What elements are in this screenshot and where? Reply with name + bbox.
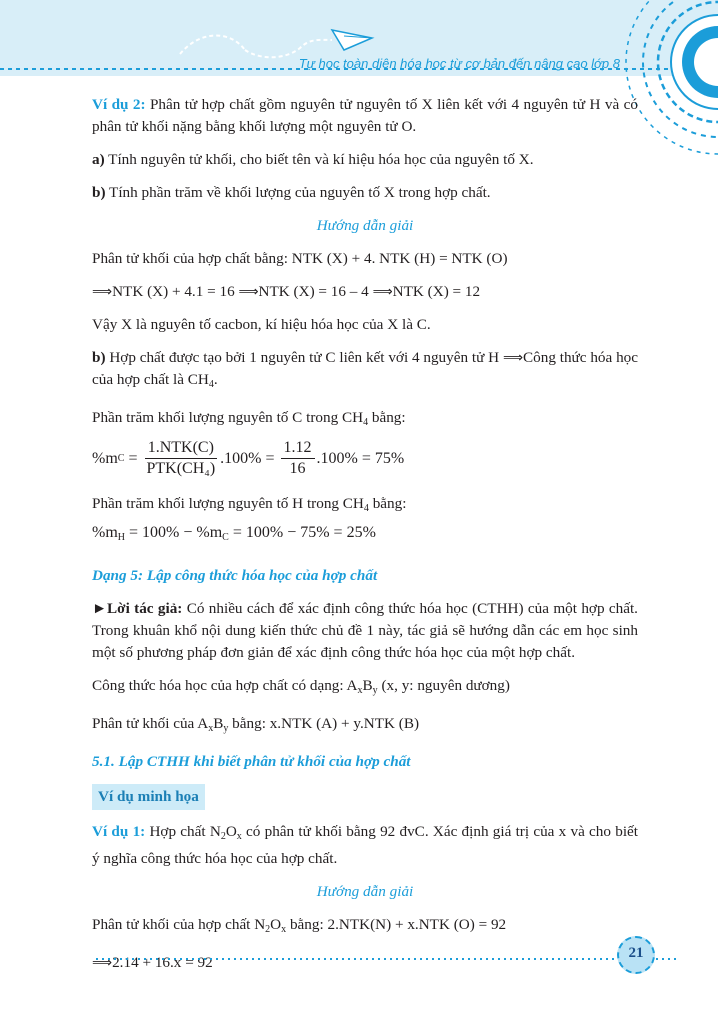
- question-a-text: Tính nguyên tử khối, cho biết tên và kí hiệu hóa học của nguyên tố X.: [104, 151, 534, 168]
- example-2-label: Ví dụ 2:: [92, 96, 146, 113]
- general-formula-x: x: [357, 685, 363, 696]
- guide-heading-1: Hướng dẫn giải: [316, 217, 414, 234]
- solution-line-2-b: NTK (X) = 16 – 4: [258, 283, 373, 300]
- part-b-text-2: Công thức hóa học của hợp chất là CH: [92, 349, 638, 388]
- formula-2-c: = 100% − 75% = 25%: [228, 524, 376, 541]
- example-1-s1: 2: [220, 831, 226, 842]
- solution-line-1: Phân tử khối của hợp chất bằng: NTK (X) + 4. NTK (H) = NTK (O): [92, 250, 508, 267]
- dang-5-heading: Dạng 5: Lập công thức hóa học của hợp chất: [92, 567, 378, 584]
- percent-h-intro-text: Phần trăm khối lượng nguyên tố H trong CH: [92, 495, 364, 512]
- header-title: Tự học toàn diện hóa học từ cơ bản đến nâng cao lớp 8: [298, 56, 620, 71]
- implies-arrow-icon: ⟹: [372, 284, 393, 300]
- solution-2-l1-c: bằng: 2.NTK(N) + x.NTK (O) = 92: [286, 916, 507, 933]
- solution-line-3: Vậy X là nguyên tố cacbon, kí hiệu hóa học của X là C.: [92, 316, 431, 333]
- question-b: [92, 182, 638, 204]
- illustration-badge: Ví dụ minh họa: [92, 784, 205, 810]
- formula-percent-h: [92, 522, 638, 549]
- fraction-1: [143, 438, 218, 479]
- page-number: 21: [628, 945, 644, 961]
- implies-arrow-icon: ⟹: [238, 284, 259, 300]
- percent-c-end: bằng:: [368, 409, 406, 426]
- solution-2-line-1: [92, 914, 638, 941]
- example-1-t1: Hợp chất N: [145, 823, 221, 840]
- author-note: [92, 598, 638, 664]
- example-1-t3: có phân tử khối bằng 92 đvC. Xác định giá trị của x và cho biết ý nghĩa công thức hóa học của hợp chất.: [92, 823, 639, 867]
- example-2-text: Phân tử hợp chất gồm nguyên tử nguyên tố X liên kết với 4 nguyên tử H và có phân tử khối nặng bằng khối lượng một nguyên tử O.: [92, 96, 638, 135]
- implies-arrow-icon: ⟹: [92, 284, 113, 300]
- question-b-text: Tính phần trăm về khối lượng của nguyên tố X trong hợp chất.: [105, 184, 491, 201]
- formula-1-lhs: %m: [92, 449, 118, 467]
- formula-2-a: %m: [92, 524, 118, 541]
- page-content: [92, 94, 638, 985]
- general-formula-end: (x, y: nguyên dương): [377, 677, 510, 694]
- general-formula: [92, 675, 638, 702]
- solution-line-2: [92, 281, 638, 303]
- formula-1-mid: .100% =: [220, 449, 279, 467]
- example-1-label: Ví dụ 1:: [92, 823, 146, 840]
- molar-mass-y: y: [223, 723, 229, 734]
- part-b-text-1: Hợp chất được tạo bởi 1 nguyên tử C liên kết với 4 nguyên tử H: [105, 349, 503, 366]
- author-note-label: ►Lời tác giả:: [92, 600, 183, 617]
- section-5-1-heading: 5.1. Lập CTHH khi biết phân tử khối của hợp chất: [92, 753, 411, 770]
- general-formula-a: Công thức hóa học của hợp chất có dạng: A: [92, 677, 358, 694]
- solution-2-l1-a: Phân tử khối của hợp chất N: [92, 916, 266, 933]
- formula-2-b: = 100% − %m: [125, 524, 223, 541]
- example-1-paragraph: [92, 821, 638, 870]
- fraction-2: [281, 438, 315, 479]
- solution-2-l1-s2: x: [281, 924, 287, 935]
- percent-c-intro-text: Phần trăm khối lượng nguyên tố C trong CH: [92, 409, 364, 426]
- part-b-end: .: [213, 371, 218, 388]
- percent-h-end: bằng:: [368, 495, 407, 512]
- formula-percent-c: [92, 438, 638, 479]
- molar-mass-x: x: [208, 723, 214, 734]
- solution-2-l1-b: O: [270, 916, 282, 933]
- paper-plane-icon: [332, 30, 372, 50]
- implies-arrow-icon: ⟹: [502, 350, 524, 366]
- question-a: [92, 149, 638, 171]
- footer-dotted-line: [96, 956, 676, 962]
- formula-1-end: .100% = 75%: [316, 449, 405, 467]
- question-b-label: b): [92, 184, 106, 201]
- fraction-2-denominator: 16: [289, 460, 306, 477]
- example-1-s2: x: [236, 831, 242, 842]
- solution-2-l2: 2.14 + 16.x = 92: [112, 954, 213, 971]
- part-b-label: b): [92, 349, 106, 366]
- formula-1-lhs-sub: C: [117, 452, 125, 464]
- formula-2-a-sub: H: [117, 532, 126, 543]
- molar-mass-a: Phân tử khối của A: [92, 715, 209, 732]
- fraction-1-numerator: 1.NTK(C): [145, 438, 217, 459]
- example-2-paragraph: [92, 94, 638, 138]
- example-1-t2: O: [225, 823, 237, 840]
- formula-1-eq: =: [124, 449, 142, 467]
- formula-2-b-sub: C: [222, 532, 229, 543]
- percent-h-intro: [92, 493, 638, 520]
- solution-2-l1-s1: 2: [265, 924, 271, 935]
- general-formula-y: y: [372, 685, 378, 696]
- fraction-1-denominator: PTK(CH₄): [146, 460, 216, 477]
- author-note-text: Có nhiều cách để xác định công thức hóa học (CTHH) của một hợp chất. Trong khuân khổ nội dung kiến thức chủ đề 1 này, tác giả sẽ hướng dẫn các em học sinh một số phương pháp đơn giản để xác định công thức hóa học của một hợp chất.: [92, 600, 638, 661]
- molar-mass-b: B: [213, 715, 224, 732]
- percent-c-sub: 4: [363, 417, 369, 428]
- molar-mass-formula: [92, 713, 638, 740]
- implies-arrow-icon: ⟹: [92, 955, 113, 971]
- percent-h-sub: 4: [363, 503, 369, 514]
- part-b-sub: 4: [208, 379, 214, 390]
- solution-line-2-c: NTK (X) = 12: [392, 283, 481, 300]
- question-a-label: a): [92, 151, 105, 168]
- molar-mass-end: bằng: x.NTK (A) + y.NTK (B): [228, 715, 420, 732]
- percent-c-intro: [92, 407, 638, 434]
- fraction-2-numerator: 1.12: [281, 438, 315, 459]
- general-formula-b: B: [362, 677, 373, 694]
- solution-line-2-a: NTK (X) + 4.1 = 16: [112, 283, 239, 300]
- solution-part-b: [92, 347, 638, 396]
- guide-heading-2: Hướng dẫn giải: [316, 883, 414, 900]
